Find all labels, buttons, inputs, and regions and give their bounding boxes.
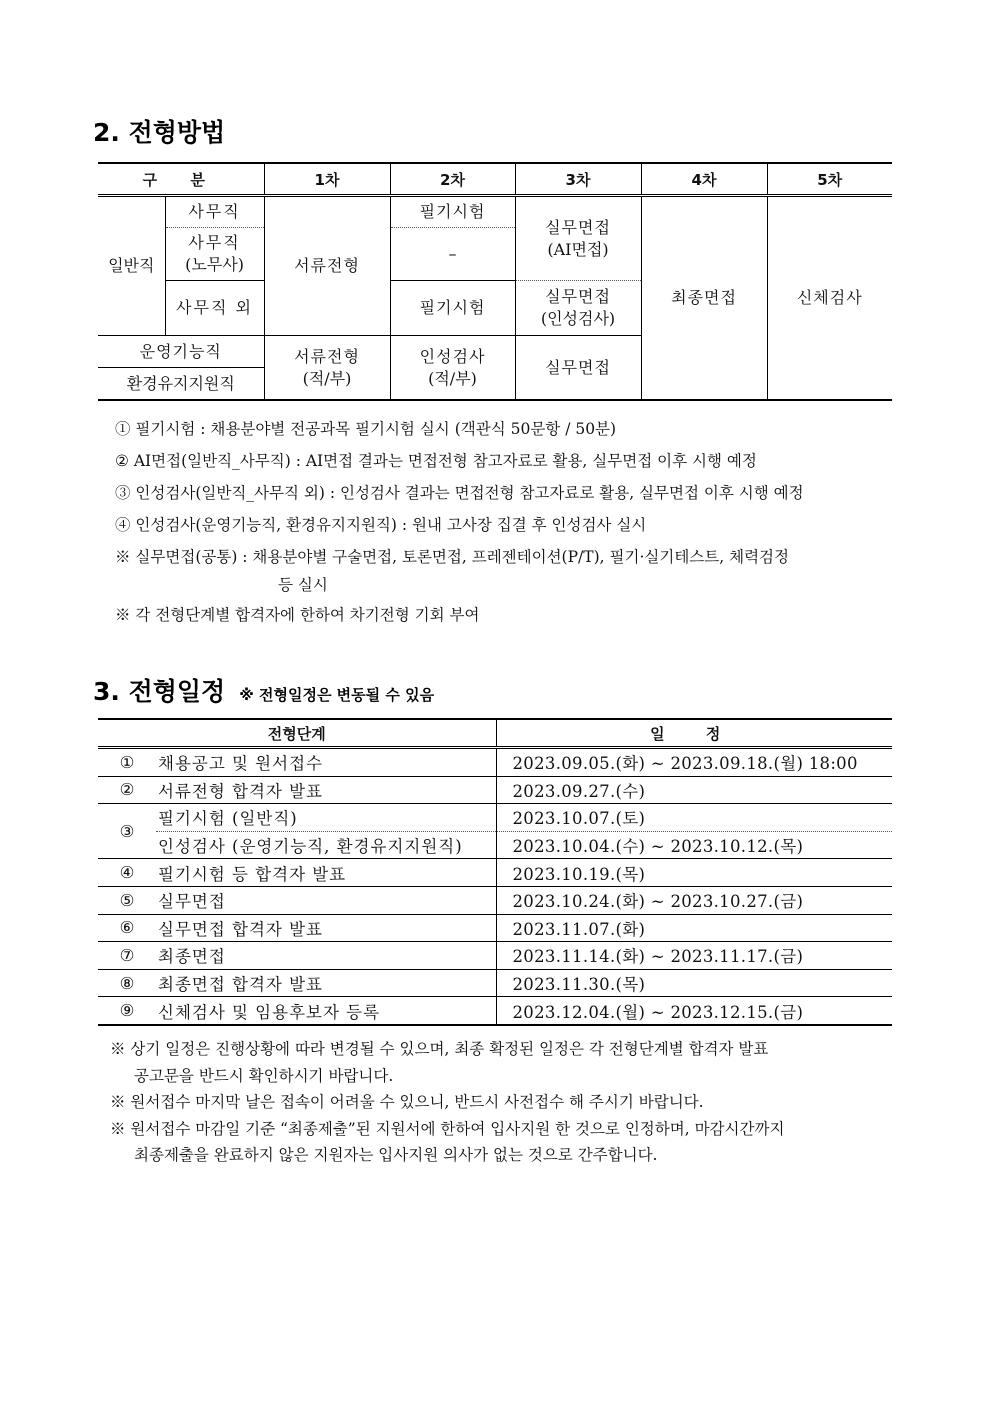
- header-stage-3: 3차: [515, 163, 641, 196]
- row-num: ①: [98, 748, 156, 777]
- row-env: 환경유지지원직: [98, 368, 264, 401]
- note-5: ※ 실무면접(공통) : 채용분야별 구술면접, 토론면접, 프레젠테이션(P/T), 필기·실기테스트, 체력검정: [115, 548, 789, 566]
- personality-pf-line2: (적/부): [428, 368, 477, 388]
- note-2: ② AI면접(일반직_사무직) : AI면접 결과는 면접전형 참고자료로 활용, 실무면접 이후 시행 예정: [115, 452, 757, 470]
- schedule-note-1: ※ 상기 일정은 진행상황에 따라 변경될 수 있으며, 최종 확정된 일정은 각 전형단계별 합격자 발표: [110, 1040, 769, 1058]
- table-row: [98, 804, 892, 832]
- schedule-note-2: ※ 원서접수 마지막 날은 접속이 어려울 수 있으니, 반드시 사전접수 해 주시기 바랍니다.: [110, 1093, 704, 1111]
- schedule-table: [98, 718, 892, 1026]
- note-4: ④ 인성검사(운영기능직, 환경유지지원직) : 원내 고사장 집결 후 인성검사 실시: [115, 516, 647, 534]
- row-office-labor: [165, 228, 264, 281]
- header-stage-1: 1차: [264, 163, 390, 196]
- section3-note: ※ 전형일정은 변동될 수 있음: [239, 686, 435, 704]
- header-stage-2: 2차: [390, 163, 515, 196]
- section3-title-text: 3. 전형일정: [93, 677, 226, 706]
- selection-method-table: [98, 162, 892, 401]
- row-stage: 신체검사 및 임용후보자 등록: [156, 997, 496, 1025]
- header-schedule: 일 정: [496, 719, 892, 748]
- row-ops: 운영기능직: [98, 336, 264, 368]
- row-date: 2023.11.30.(목): [496, 969, 892, 997]
- row-num: ②: [98, 776, 156, 804]
- row-num: ④: [98, 859, 156, 887]
- practical-personality-line1: 실무면접: [545, 287, 611, 306]
- row-office-other: 사무직 외: [165, 281, 264, 336]
- section2-title: 2. 전형방법: [93, 118, 226, 147]
- note-3: ③ 인성검사(일반직_사무직 외) : 인성검사 결과는 면접전형 참고자료로 활용, 실무면접 이후 시행 예정: [115, 484, 804, 502]
- table-row: [98, 776, 892, 804]
- table-row: [98, 748, 892, 777]
- written-exam-2-cell: 필기시험: [390, 281, 515, 336]
- row-stage: 인성검사 (운영기능직, 환경유지지원직): [156, 831, 496, 859]
- dash-cell: –: [390, 228, 515, 281]
- doc-screen-pf-line1: 서류전형: [294, 346, 360, 366]
- row-stage: 필기시험 등 합격자 발표: [156, 859, 496, 887]
- table-row: [98, 914, 892, 942]
- row-num: ⑦: [98, 942, 156, 970]
- table-row: [98, 969, 892, 997]
- schedule-note-1-cont: 공고문을 반드시 확인하시기 바랍니다.: [134, 1067, 394, 1085]
- personality-pf-line1: 인성검사: [419, 346, 486, 366]
- table-row: [98, 997, 892, 1025]
- table-row: [98, 886, 892, 914]
- row-office-labor-line1: 사무직: [188, 233, 241, 252]
- doc-screen-pf-line2: (적/부): [302, 368, 352, 388]
- row-date: 2023.12.04.(월) ~ 2023.12.15.(금): [496, 997, 892, 1025]
- note-6: ※ 각 전형단계별 합격자에 한하여 차기전형 기회 부여: [115, 606, 480, 624]
- practical-personality-cell: [515, 281, 641, 336]
- row-num: ③: [98, 804, 156, 859]
- note-5-cont: 등 실시: [278, 576, 328, 594]
- practical-ai-cell: [515, 196, 641, 281]
- table-row: [98, 831, 892, 859]
- final-interview-cell: 최종면접: [641, 196, 767, 401]
- row-num: ⑥: [98, 914, 156, 942]
- row-date: 2023.10.04.(수) ~ 2023.10.12.(목): [496, 831, 892, 859]
- row-stage: 최종면접 합격자 발표: [156, 969, 496, 997]
- row-stage: 서류전형 합격자 발표: [156, 776, 496, 804]
- row-office: 사무직: [165, 196, 264, 228]
- doc-screen-cell: 서류전형: [264, 196, 390, 336]
- header-stage: 전형단계: [98, 719, 496, 748]
- note-1: ① 필기시험 : 채용분야별 전공과목 필기시험 실시 (객관식 50문항 / 50분): [115, 420, 617, 438]
- practical-interview-cell: 실무면접: [515, 336, 641, 401]
- header-stage-5: 5차: [767, 163, 892, 196]
- doc-screen-pf-cell: [264, 336, 390, 401]
- group-general: 일반직: [98, 196, 165, 336]
- practical-personality-line2: (인성검사): [540, 309, 616, 328]
- row-date: 2023.09.05.(화) ~ 2023.09.18.(월) 18:00: [496, 748, 892, 777]
- row-stage: 실무면접: [156, 886, 496, 914]
- section3-title: [93, 672, 434, 708]
- row-office-labor-line2: (노무사): [185, 255, 244, 274]
- table-row: [98, 942, 892, 970]
- row-stage: 실무면접 합격자 발표: [156, 914, 496, 942]
- personality-pf-cell: [390, 336, 515, 401]
- row-date: 2023.10.07.(토): [496, 804, 892, 832]
- row-date: 2023.10.19.(목): [496, 859, 892, 887]
- row-date: 2023.11.07.(화): [496, 914, 892, 942]
- practical-ai-line1: 실무면접: [545, 217, 611, 237]
- row-stage: 최종면접: [156, 942, 496, 970]
- written-exam-cell: 필기시험: [390, 196, 515, 228]
- row-num: ⑨: [98, 997, 156, 1025]
- practical-ai-line2: (AI면접): [547, 239, 609, 259]
- row-date: 2023.10.24.(화) ~ 2023.10.27.(금): [496, 886, 892, 914]
- row-date: 2023.09.27.(수): [496, 776, 892, 804]
- schedule-note-3-cont: 최종제출을 완료하지 않은 지원자는 입사지원 의사가 없는 것으로 간주합니다.: [134, 1146, 658, 1164]
- header-category: 구 분: [98, 163, 264, 196]
- row-stage: 필기시험 (일반직): [156, 804, 496, 832]
- table-row: [98, 859, 892, 887]
- header-stage-4: 4차: [641, 163, 767, 196]
- row-stage: 채용공고 및 원서접수: [156, 748, 496, 777]
- row-num: ⑧: [98, 969, 156, 997]
- row-num: ⑤: [98, 886, 156, 914]
- row-date: 2023.11.14.(화) ~ 2023.11.17.(금): [496, 942, 892, 970]
- schedule-note-3: ※ 원서접수 마감일 기준 “최종제출”된 지원서에 한하여 입사지원 한 것으로 인정하며, 마감시간까지: [110, 1120, 785, 1138]
- physical-exam-cell: 신체검사: [767, 196, 892, 401]
